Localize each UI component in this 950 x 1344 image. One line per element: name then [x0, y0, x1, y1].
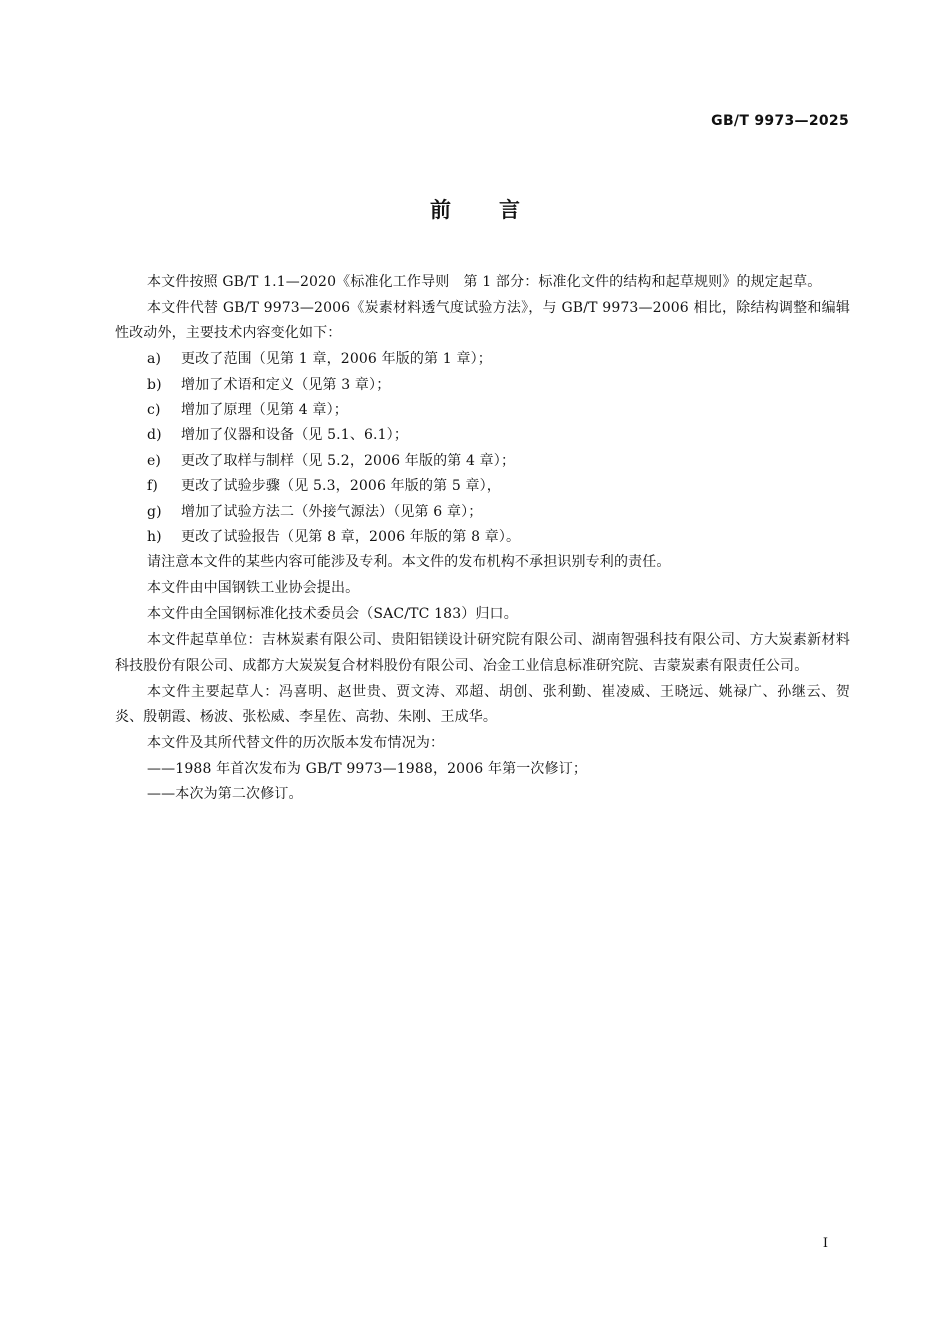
- list-text: 增加了仪器和设备（见 5.1、6.1）；: [181, 427, 408, 444]
- list-marker: e): [147, 452, 162, 469]
- list-text: 更改了试验步骤（见 5.3，2006 年版的第 5 章），: [181, 478, 501, 495]
- history-item: ——1988 年首次发布为 GB/T 9973—1988，2006 年第一次修订；: [147, 760, 587, 777]
- paragraph-committee: 本文件由全国钢标准化技术委员会（SAC/TC 183）归口。: [147, 606, 518, 623]
- list-marker: d): [147, 427, 162, 444]
- list-marker: c): [147, 402, 161, 419]
- page-title: 前言: [430, 198, 568, 222]
- list-text: 更改了取样与制样（见 5.2，2006 年版的第 4 章）；: [181, 452, 516, 469]
- list-marker: h): [147, 529, 162, 546]
- list-marker: b): [147, 376, 162, 393]
- list-item: [115, 449, 850, 474]
- standard-number: GB/T 9973—2025: [711, 113, 849, 129]
- list-item: [115, 500, 850, 525]
- list-text: 更改了试验报告（见第 8 章，2006 年版的第 8 章）。: [181, 529, 521, 546]
- list-marker: g): [147, 503, 162, 520]
- paragraph-drafters: 本文件主要起草人：冯喜明、赵世贵、贾文涛、邓超、胡创、张利勤、崔凌威、王晓远、姚禄广、孙继云、贺炎、殷朝霞、杨波、张松威、李星佐、高勃、朱刚、王成华。: [115, 683, 850, 725]
- list-item: [115, 423, 850, 448]
- paragraph-history-intro: 本文件及其所代替文件的历次版本发布情况为：: [147, 734, 445, 751]
- paragraph-drafting-rules: 本文件按照 GB/T 1.1—2020《标准化工作导则 第 1 部分：标准化文件的结构和起草规则》的规定起草。: [147, 274, 822, 290]
- list-marker: f): [147, 478, 158, 495]
- list-text: 更改了范围（见第 1 章，2006 年版的第 1 章）；: [181, 351, 492, 368]
- paragraph-replacement: 本文件代替 GB/T 9973—2006《炭素材料透气度试验方法》，与 GB/T 9973—2006 相比，除结构调整和编辑性改动外，主要技术内容变化如下：: [115, 299, 850, 342]
- list-item: [115, 398, 850, 423]
- paragraph-drafting-units: 本文件起草单位：吉林炭素有限公司、贵阳铝镁设计研究院有限公司、湖南智强科技有限公司、方大炭素新材料科技股份有限公司、成都方大炭炭复合材料股份有限公司、冶金工业信息标准研究院、吉蒙炭素有限责任公司。: [115, 632, 850, 674]
- list-text: 增加了试验方法二（外接气源法）（见第 6 章）；: [181, 503, 483, 520]
- paragraph-patent-notice: 请注意本文件的某些内容可能涉及专利。本文件的发布机构不承担识别专利的责任。: [147, 554, 671, 571]
- list-marker: a): [147, 351, 162, 368]
- foreword-body: [115, 270, 850, 808]
- list-item: [115, 347, 850, 372]
- page-number: I: [822, 1236, 828, 1251]
- list-text: 增加了原理（见第 4 章）；: [181, 402, 348, 419]
- list-text: 增加了术语和定义（见第 3 章）；: [181, 376, 391, 393]
- list-item: [115, 474, 850, 499]
- paragraph-proposer: 本文件由中国钢铁工业协会提出。: [147, 580, 360, 597]
- list-item: [115, 525, 850, 550]
- history-item: ——本次为第二次修订。: [147, 786, 303, 803]
- list-item: [115, 373, 850, 398]
